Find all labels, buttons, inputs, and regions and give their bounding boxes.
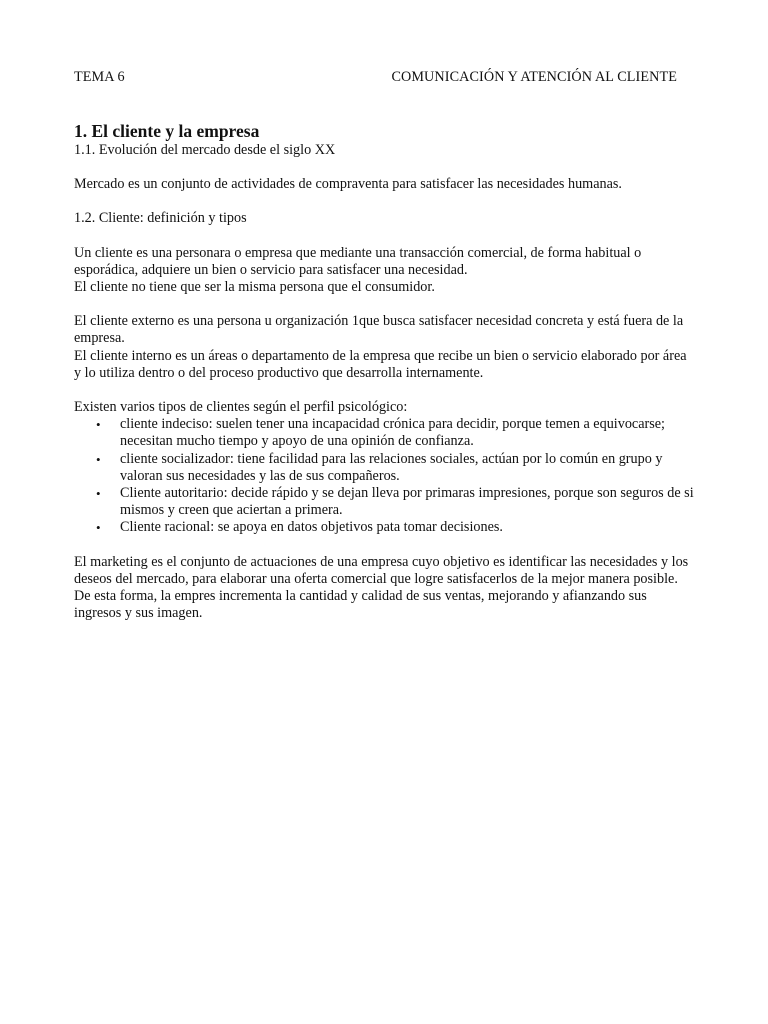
list-item bbox=[74, 519, 696, 536]
list-item-text: cliente indeciso: suelen tener una incapacidad crónica para decidir, porque temen a equivocarse; necesitan mucho tiempo y apoyo de una opinión de confianza. bbox=[120, 416, 665, 450]
list-item bbox=[74, 416, 696, 450]
list-item-text: Cliente racional: se apoya en datos objetivos pata tomar decisiones. bbox=[120, 519, 503, 536]
paragraph-marketing: El marketing es el conjunto de actuaciones de una empresa cuyo objetivo es identificar las necesidades y los deseos del mercado, para elaborar una oferta comercial que logre satisfacerlos de la mejor manera posible. De esta forma, la empres incrementa la cantidad y calidad de sus ventas, mejorando y afianzando sus ingresos y sus imagen. bbox=[74, 553, 689, 622]
bullet-icon: • bbox=[96, 486, 101, 502]
document-body bbox=[74, 120, 696, 622]
list-item bbox=[74, 451, 696, 485]
section-title: 1. El cliente y la empresa bbox=[74, 121, 260, 141]
header-topic: TEMA 6 bbox=[74, 69, 125, 85]
list-item-text: Cliente autoritario: decide rápido y se dejan lleva por primaras impresiones, porque son seguros de si mismos y creen que aciertan a primera. bbox=[120, 485, 694, 519]
subsection-heading-2: 1.2. Cliente: definición y tipos bbox=[74, 210, 247, 227]
bullet-icon: • bbox=[96, 520, 101, 536]
list-item bbox=[74, 485, 696, 519]
paragraph-tipos-intro: Existen varios tipos de clientes según el perfil psicológico: bbox=[74, 399, 408, 416]
paragraph-cliente-interno: El cliente interno es un áreas o departamento de la empresa que recibe un bien o servicio elaborado por área y lo utiliza dentro o del proceso productivo que desarrolla internamente. bbox=[74, 347, 687, 381]
paragraph-cliente-consumidor: El cliente no tiene que ser la misma persona que el consumidor. bbox=[74, 279, 435, 296]
paragraph-cliente-externo: El cliente externo es una persona u organización 1que busca satisfacer necesidad concreta y está fuera de la empresa. bbox=[74, 313, 684, 347]
subsection-heading-1: 1.1. Evolución del mercado desde el siglo XX bbox=[74, 142, 336, 158]
client-types-list bbox=[74, 416, 696, 536]
header-title: COMUNICACIÓN Y ATENCIÓN AL CLIENTE bbox=[391, 69, 677, 85]
list-item-text: cliente socializador: tiene facilidad para las relaciones sociales, actúan por lo común en grupo y valoran sus necesidades y las de sus compañeros. bbox=[120, 450, 663, 484]
bullet-icon: • bbox=[96, 451, 101, 467]
bullet-icon: • bbox=[96, 417, 101, 433]
paragraph-mercado: Mercado es un conjunto de actividades de compraventa para satisfacer las necesidades humanas. bbox=[74, 176, 622, 193]
paragraph-cliente-definicion: Un cliente es una personara o empresa que mediante una transacción comercial, de forma habitual o esporádica, adquiere un bien o servicio para satisfacer una necesidad. bbox=[74, 244, 642, 278]
